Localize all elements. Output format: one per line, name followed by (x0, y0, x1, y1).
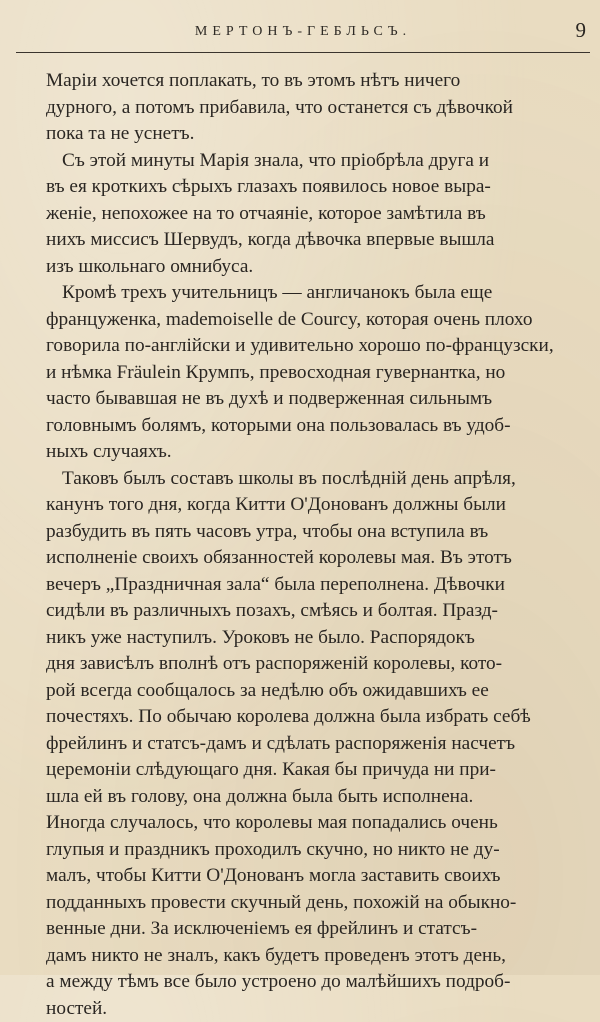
text-line: малъ, чтобы Китти О'Донованъ могла заставить своихъ (46, 863, 583, 890)
text-line: Таковъ былъ составъ школы въ послѣднiй день апрѣля, (46, 466, 583, 493)
text-line: часто бывавшая не въ духѣ и подверженная сильнымъ (46, 386, 583, 413)
text-line: рой всегда сообщалось за недѣлю объ ожидавшихъ ее (46, 678, 583, 705)
text-line: а между тѣмъ все было устроено до малѣйшихъ подроб- (46, 969, 583, 996)
text-line: исполненiе своихъ обязанностей королевы мая. Въ этотъ (46, 545, 583, 572)
text-line: вечеръ „Праздничная зала“ была переполнена. Дѣвочки (46, 572, 583, 599)
text-line: Марiи хочется поплакать, то въ этомъ нѣтъ ничего (46, 68, 583, 95)
running-title: МЕРТОНЪ-ГЕБЛЬСЪ. (16, 24, 590, 40)
text-line: француженка, mademoiselle de Courcy, которая очень плохо (46, 307, 583, 334)
text-line: ныхъ случаяхъ. (46, 439, 583, 466)
text-line: дурного, а потомъ прибавила, что останется съ дѣвочкой (46, 95, 583, 122)
text-line: Кромѣ трехъ учительницъ — англичанокъ была еще (46, 280, 583, 307)
text-line: Иногда случалось, что королевы мая попадались очень (46, 810, 583, 837)
text-line: венные дни. За исключенiемъ ея фрейлинъ и статсъ- (46, 916, 583, 943)
body-text (46, 68, 583, 1022)
text-line: изъ школьнаго омнибуса. (46, 254, 583, 281)
text-line: женiе, непохожее на то отчаянiе, которое замѣтила въ (46, 201, 583, 228)
text-line: говорила по-англiйски и удивительно хорошо по-французски, (46, 333, 583, 360)
text-line: ностей. (46, 996, 583, 1022)
text-line: Съ этой минуты Марiя знала, что прiобрѣла друга и (46, 148, 583, 175)
page-header (16, 18, 590, 53)
text-line: нихъ миссисъ Шервудъ, когда дѣвочка впервые вышла (46, 227, 583, 254)
page-number: 9 (576, 18, 587, 43)
text-line: пока та не уснетъ. (46, 121, 583, 148)
text-line: канунъ того дня, когда Китти О'Донованъ должны были (46, 492, 583, 519)
text-line: головнымъ болямъ, которыми она пользовалась въ удоб- (46, 413, 583, 440)
text-line: шла ей въ голову, она должна была быть исполнена. (46, 784, 583, 811)
text-line: въ ея кроткихъ сѣрыхъ глазахъ появилось новое выра- (46, 174, 583, 201)
text-line: церемонiи слѣдующаго дня. Какая бы причуда ни при- (46, 757, 583, 784)
text-line: глупыя и праздникъ проходилъ скучно, но никто не ду- (46, 837, 583, 864)
text-line: сидѣли въ различныхъ позахъ, смѣясь и болтая. Празд- (46, 598, 583, 625)
text-line: разбудить въ пять часовъ утра, чтобы она вступила въ (46, 519, 583, 546)
text-line: фрейлинъ и статсъ-дамъ и сдѣлать распоряженiя насчетъ (46, 731, 583, 758)
text-line: почестяхъ. По обычаю королева должна была избрать себѣ (46, 704, 583, 731)
text-line: дамъ никто не зналъ, какъ будетъ проведенъ этотъ день, (46, 943, 583, 970)
text-line: дня зависѣлъ вполнѣ отъ распоряженiй королевы, кото- (46, 651, 583, 678)
text-line: подданныхъ провести скучный день, похожiй на обыкно- (46, 890, 583, 917)
text-line: и нѣмка Fräulein Крумпъ, превосходная гувернантка, но (46, 360, 583, 387)
text-line: никъ уже наступилъ. Уроковъ не было. Распорядокъ (46, 625, 583, 652)
